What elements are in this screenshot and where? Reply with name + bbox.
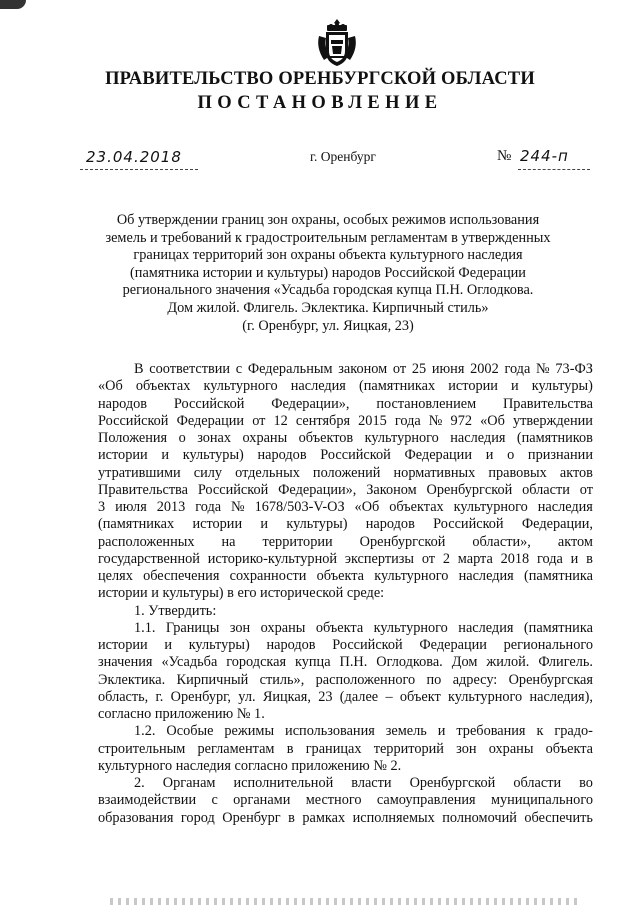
body-word: охраны	[260, 619, 306, 636]
body-word: наследия	[458, 619, 514, 636]
body-word: историко-культурной	[207, 550, 338, 567]
body-word: истории	[448, 378, 498, 395]
body-word: строительным	[98, 740, 186, 757]
body-word: обеспечить	[524, 809, 593, 826]
body-word: культурного	[98, 757, 176, 774]
body-word: городская	[226, 654, 287, 671]
body-word: 2018	[500, 550, 530, 567]
body-word: использования	[285, 723, 375, 740]
body-word: зон	[456, 740, 477, 757]
body-word: в	[586, 550, 593, 567]
body-word: местного	[305, 792, 362, 809]
body-word: по	[426, 671, 442, 688]
body-word: культурного	[453, 499, 528, 515]
body-word: П.Н.	[339, 654, 368, 671]
decree-title: ПОСТАНОВЛЕНИЕ	[197, 93, 443, 113]
body-word: 73-ФЗ	[555, 361, 593, 377]
body-word: области	[522, 481, 570, 498]
body-word: народов	[98, 395, 148, 412]
body-word: государственной	[98, 550, 200, 567]
body-word: Оренбург,	[170, 688, 231, 705]
body-word: Органам	[162, 775, 216, 791]
body-word: 1.	[254, 706, 265, 722]
body-word: объектах	[135, 378, 191, 395]
body-word: Оренбургской	[409, 775, 496, 791]
body-word: Правительства	[502, 395, 593, 412]
body-word: область,	[98, 688, 149, 705]
body-word: Российской	[320, 447, 391, 464]
body-word: Кирпичный	[176, 671, 249, 688]
decree-number: 244-п	[520, 147, 569, 165]
body-word: нормативных	[393, 464, 476, 481]
body-word: исполняемых	[352, 809, 435, 826]
body-word: г.	[155, 688, 164, 705]
body-word: Эклектика.	[98, 671, 166, 688]
body-word: в	[227, 585, 238, 602]
body-word: и	[437, 723, 446, 740]
body-word: Оглодкова.	[376, 654, 443, 671]
body-word: 2015	[358, 412, 387, 429]
body-word: народов	[257, 447, 307, 464]
body-word: Федерации	[176, 412, 245, 429]
body-word: регионального	[503, 637, 593, 653]
body-line	[98, 534, 593, 551]
body-line	[98, 447, 593, 464]
body-word: Правительства	[98, 481, 188, 498]
body-word: рамках	[302, 809, 346, 826]
body-line	[98, 430, 593, 447]
body-line	[98, 654, 593, 671]
body-word: в	[286, 740, 294, 757]
body-word: взаимодействии	[98, 792, 197, 809]
body-word: Утвердить:	[148, 602, 217, 619]
subject-line: границах территорий зон охраны объекта культурного наследия	[133, 247, 523, 264]
body-word: адресу:	[452, 671, 498, 688]
body-line	[98, 792, 593, 809]
body-word: в	[288, 809, 295, 826]
body-word: Особые	[166, 723, 214, 740]
body-word: о	[178, 430, 186, 446]
body-word: градо-	[554, 723, 593, 740]
body-word: 972	[450, 412, 472, 429]
body-word: власти	[351, 775, 392, 791]
body-word: от	[392, 361, 407, 377]
body-word: территорий	[373, 740, 444, 757]
body-word: 1.1.	[134, 619, 156, 636]
body-word: №	[231, 499, 245, 515]
body-word: Российской	[98, 412, 169, 429]
subject-line: Дом жилой. Флигель. Эклектика. Кирпичный стиль»	[167, 299, 489, 316]
body-word: во	[579, 775, 593, 791]
body-word: его	[237, 585, 261, 602]
body-word: актов	[559, 464, 593, 481]
body-word: Яицкая,	[262, 688, 311, 705]
body-word: –	[385, 688, 393, 705]
body-word: Федерации	[419, 637, 487, 653]
body-word: марта	[457, 550, 493, 567]
body-word: положений	[312, 464, 381, 481]
body-line	[98, 465, 593, 482]
next-page-bleed	[110, 898, 580, 905]
subject-line: земель и требований к градостроительным регламентам в утвержденных	[105, 229, 551, 246]
body-line	[98, 689, 593, 706]
body-line	[98, 603, 593, 620]
decree-city: г. Оренбург	[310, 149, 376, 164]
body-word: культуры)	[286, 516, 348, 533]
body-word: сохранности	[229, 568, 307, 584]
body-word: Оренбургской	[359, 533, 446, 550]
body-word: Положения	[98, 430, 168, 446]
body-word: соответствии	[149, 361, 231, 377]
body-word: стиль»,	[259, 671, 305, 688]
body-word: (памятника	[523, 568, 593, 584]
body-word: расположенных	[98, 533, 195, 550]
body-word: года	[195, 499, 222, 515]
body-line	[98, 758, 593, 775]
body-word: года	[394, 412, 421, 429]
body-word: и	[164, 637, 172, 653]
body-line	[98, 637, 593, 654]
body-line	[98, 551, 593, 568]
body-word: исполнительной	[233, 775, 334, 791]
body-word: наследия	[175, 757, 235, 774]
body-word: границах	[305, 740, 362, 757]
body-word: (памятниках	[359, 378, 436, 395]
body-word: 2.	[390, 757, 402, 774]
body-line	[98, 620, 593, 637]
body-word: исторической	[260, 585, 347, 602]
body-word: признании	[527, 447, 593, 464]
body-word: от	[421, 550, 436, 567]
body-word: июля	[115, 499, 147, 515]
body-word: целях	[98, 568, 133, 584]
body-line	[98, 413, 593, 430]
body-word: требования	[456, 723, 526, 740]
body-word: 1.2.	[134, 723, 156, 740]
body-word: области»,	[472, 533, 531, 550]
body-word: режимы	[224, 723, 275, 740]
body-word: Российской	[173, 395, 245, 412]
body-word: законом	[338, 361, 388, 377]
body-word: приложению	[154, 706, 237, 722]
body-word: объекта	[545, 740, 593, 757]
body-word: на	[221, 533, 236, 550]
body-word: с	[211, 792, 218, 809]
body-word: (далее	[339, 688, 379, 705]
body-word: приложению	[291, 757, 374, 774]
body-word: полномочий	[442, 809, 517, 826]
body-word: и	[511, 378, 519, 395]
body-word: обеспечения	[143, 568, 220, 584]
body-word: муниципального	[490, 792, 593, 809]
subject-line: регионального значения «Усадьба городская купца П.Н. Оглодкова.	[122, 282, 534, 299]
body-word: город	[180, 809, 215, 826]
body-word: Российской	[433, 516, 504, 533]
body-word: 25	[411, 361, 427, 377]
body-word: жилой.	[486, 654, 530, 671]
body-word: наследия	[458, 568, 514, 584]
body-word: В	[134, 361, 144, 377]
body-word: года	[537, 550, 563, 567]
body-word: утратившими	[98, 464, 181, 481]
body-word: культурного	[448, 688, 523, 705]
body-word: 1678/503-V-ОЗ	[254, 499, 345, 515]
body-word: народов	[266, 637, 316, 653]
body-word: о	[507, 447, 515, 464]
body-word: силу	[193, 464, 223, 481]
body-word: 2013	[156, 499, 186, 515]
body-word: образования	[98, 809, 174, 826]
body-word: наследия	[290, 378, 346, 395]
body-word: Флигель.	[538, 654, 593, 671]
body-word: расположенного	[315, 671, 416, 688]
orenburg-coat-of-arms-icon	[316, 18, 358, 68]
body-word: Федеральным	[247, 361, 333, 377]
body-word: ул.	[238, 688, 256, 705]
body-word: «Об	[354, 499, 380, 515]
body-word: постановлением	[376, 395, 477, 412]
body-word: «Об	[98, 378, 123, 395]
body-word: №	[373, 757, 391, 774]
body-word: 2002	[470, 361, 499, 377]
body-word: Законом	[366, 481, 417, 498]
body-word: Федерации»,	[278, 481, 357, 498]
body-word: регламентам	[197, 740, 275, 757]
body-word: наследия	[450, 430, 506, 446]
body-word: объектах	[389, 499, 444, 515]
date-underline	[80, 169, 198, 170]
body-word: купца	[295, 654, 331, 671]
body-word: и	[485, 447, 494, 464]
body-word: с	[235, 361, 243, 377]
body-word: охраны	[242, 430, 288, 446]
government-title: ПРАВИТЕЛЬСТВО ОРЕНБУРГСКОЙ ОБЛАСТИ	[105, 69, 535, 89]
body-word: культуры)	[531, 378, 593, 395]
body-line	[98, 499, 593, 516]
body-word: земель	[385, 723, 427, 740]
body-word: и	[570, 550, 579, 567]
body-line	[98, 516, 593, 533]
body-word: культуры)	[182, 447, 244, 464]
body-line	[98, 361, 593, 378]
body-word: от	[252, 412, 266, 429]
body-word: Федерации	[404, 447, 472, 464]
subject-line: Об утверждении границ зон охраны, особых режимов использования	[116, 212, 540, 228]
body-word: к	[536, 723, 544, 740]
body-line	[98, 396, 593, 413]
body-word: объекта	[316, 568, 364, 584]
body-word: отдельных	[235, 464, 300, 481]
body-word: и	[161, 447, 170, 464]
body-word: культуры)	[162, 585, 228, 602]
body-word: Оренбург	[222, 809, 281, 826]
body-line	[98, 378, 593, 395]
body-line	[98, 723, 593, 740]
body-word: культуры)	[188, 637, 250, 653]
body-word: экспертизы	[344, 550, 415, 567]
body-word: зон	[229, 619, 251, 636]
body-word: №	[236, 706, 255, 722]
body-word: истории	[98, 447, 148, 464]
decree-body	[98, 361, 593, 827]
body-word: значения	[98, 654, 153, 671]
body-word: культурного	[374, 568, 449, 584]
body-word: Российской	[332, 637, 403, 653]
body-word: территории	[262, 533, 333, 550]
body-word: №	[536, 361, 550, 377]
body-word: наследия	[537, 499, 593, 515]
body-word: Федерации»,	[271, 395, 350, 412]
body-word: культурного	[364, 430, 439, 446]
body-word: культурного	[203, 378, 278, 395]
body-word: Федерации,	[521, 516, 593, 533]
body-line	[98, 810, 593, 827]
body-word: и	[260, 516, 269, 533]
body-word: объектов	[298, 430, 354, 446]
body-word: истории	[98, 637, 148, 653]
decree-subject	[96, 212, 560, 335]
body-word: 1.	[134, 602, 149, 619]
body-word: №	[428, 412, 443, 429]
body-line	[98, 585, 593, 602]
body-line	[98, 706, 593, 723]
body-line	[98, 672, 593, 689]
body-word: истории	[192, 516, 243, 533]
scan-corner-mark	[0, 0, 26, 9]
body-word: 2.	[134, 775, 145, 791]
body-word: 23	[318, 688, 333, 705]
body-word: самоуправления	[376, 792, 476, 809]
body-word: Дом	[451, 654, 478, 671]
body-line	[98, 775, 593, 792]
body-word: народов	[365, 516, 415, 533]
body-word: и	[151, 585, 163, 602]
number-underline	[518, 169, 590, 170]
body-word: (памятника	[523, 619, 593, 636]
body-word: 2	[442, 550, 450, 567]
body-word: Оренбургская	[508, 671, 593, 688]
number-sign: №	[497, 148, 512, 164]
body-word: (памятников	[516, 430, 593, 446]
body-word: согласно	[98, 706, 155, 722]
body-word: «Об	[480, 412, 505, 429]
body-word: (памятниках	[98, 516, 175, 533]
body-word: актом	[557, 533, 593, 550]
body-word: истории	[98, 585, 152, 602]
body-word: «Усадьба	[161, 654, 218, 671]
body-word: Границы	[165, 619, 220, 636]
body-word: согласно	[234, 757, 292, 774]
body-word: правовых	[488, 464, 547, 481]
body-word: Оренбургской	[426, 481, 513, 498]
body-word: объект	[399, 688, 441, 705]
body-word: наследия),	[529, 688, 593, 705]
body-line	[98, 568, 593, 585]
body-word: июня	[431, 361, 465, 377]
body-word: 3	[98, 499, 106, 515]
body-word: органами	[233, 792, 291, 809]
body-word: утверждении	[512, 412, 593, 429]
body-word: от	[579, 481, 593, 498]
body-line	[98, 482, 593, 499]
body-word: среде:	[346, 585, 385, 602]
body-word: культурного	[373, 619, 448, 636]
subject-line: (г. Оренбург, ул. Яицкая, 23)	[242, 317, 414, 334]
decree-date: 23.04.2018	[86, 148, 182, 166]
body-word: 12	[273, 412, 288, 429]
body-word: зонах	[197, 430, 232, 446]
body-word: Российской	[197, 481, 269, 498]
body-line	[98, 741, 593, 758]
body-word: охраны	[488, 740, 534, 757]
body-word: области	[513, 775, 562, 791]
body-word: сентября	[295, 412, 351, 429]
body-word: года	[504, 361, 531, 377]
body-word: объекта	[315, 619, 364, 636]
subject-line: (памятника истории и культуры) народов Российской Федерации	[130, 264, 526, 281]
